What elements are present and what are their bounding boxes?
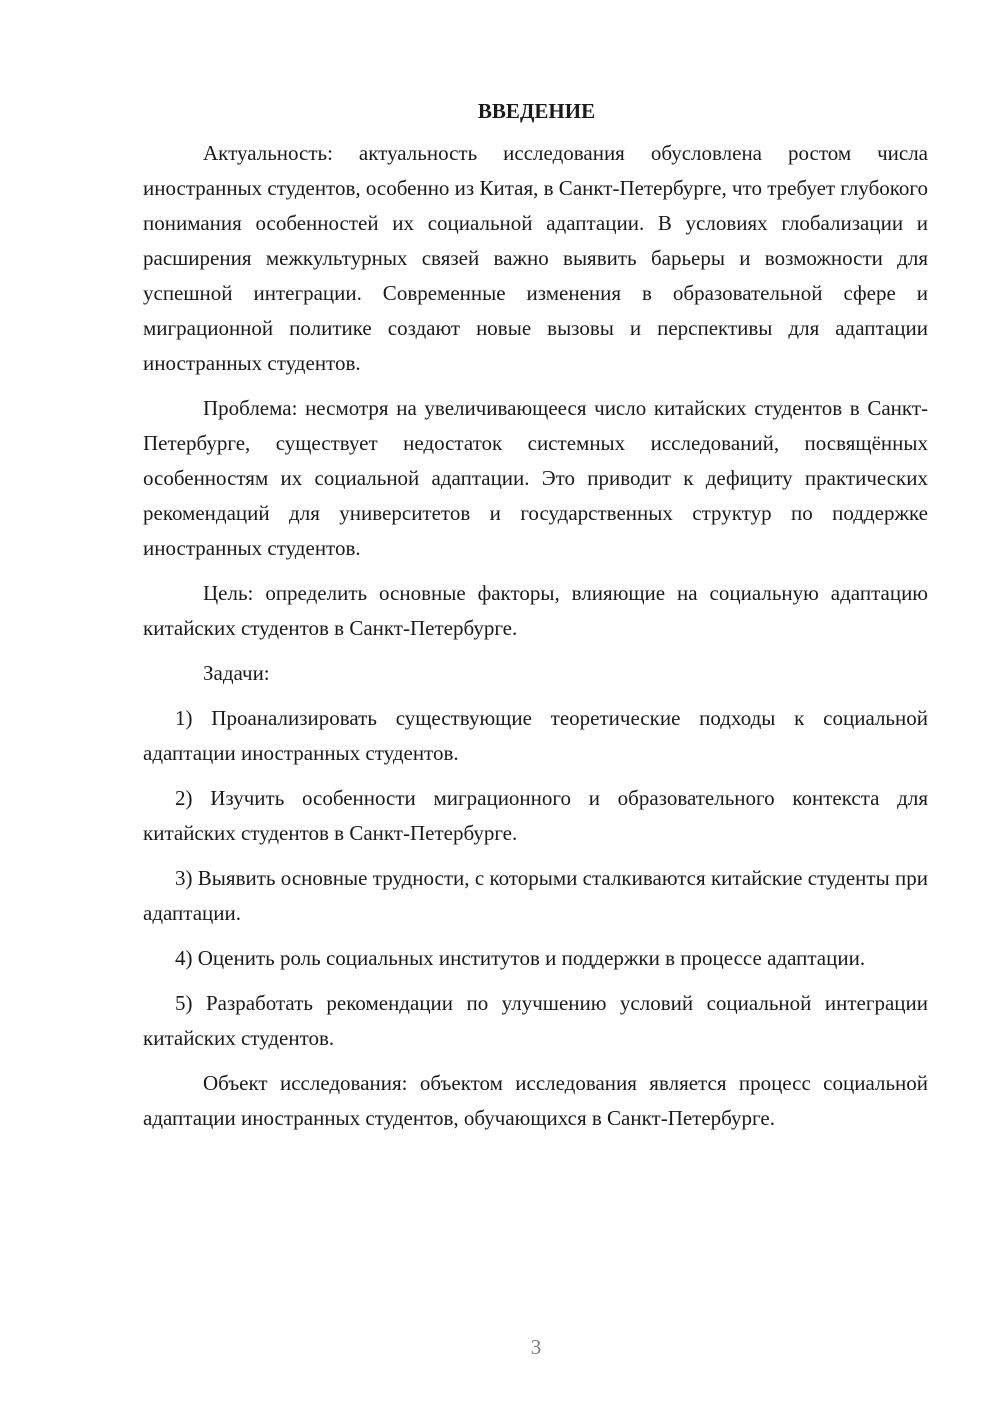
task-item-5: 5) Разработать рекомендации по улучшению условий социальной интеграции китайских студентов. — [143, 991, 928, 1050]
tasks-list — [143, 701, 928, 1056]
object-paragraph: Объект исследования: объектом исследования является процесс социальной адаптации иностранных студентов, обучающихся в Санкт-Петербурге. — [143, 1071, 928, 1130]
task-item-1: 1) Проанализировать существующие теоретические подходы к социальной адаптации иностранных студентов. — [143, 706, 928, 765]
task-item-3: 3) Выявить основные трудности, с которыми сталкиваются китайские студенты при адаптации. — [143, 866, 928, 925]
section-title: ВВЕДЕНИЕ — [477, 99, 596, 123]
relevance-paragraph: Актуальность: актуальность исследования обусловлена ростом числа иностранных студентов, особенно из Китая, в Санкт-Петербурге, что требует глубокого понимания особенностей их социальной адаптации. В условиях глобализации и расширения межкультурных связей важно выявить барьеры и возможности для успешной интеграции. Современные изменения в образовательной сфере и миграционной политике создают новые вызовы и перспективы для адаптации иностранных студентов. — [143, 141, 928, 375]
page-number: 3 — [530, 1335, 542, 1359]
goal-paragraph: Цель: определить основные факторы, влияющие на социальную адаптацию китайских студентов в Санкт-Петербурге. — [143, 581, 928, 640]
task-item-4: 4) Оценить роль социальных институтов и поддержки в процессе адаптации. — [175, 946, 866, 970]
page-content — [143, 96, 928, 1136]
tasks-heading: Задачи: — [203, 661, 270, 685]
task-item-2: 2) Изучить особенности миграционного и образовательного контекста для китайских студентов в Санкт-Петербурге. — [143, 786, 928, 845]
problem-paragraph: Проблема: несмотря на увеличивающееся число китайских студентов в Санкт-Петербурге, существует недостаток системных исследований, посвящённых особенностям их социальной адаптации. Это приводит к дефициту практических рекомендаций для университетов и государственных структур по поддержке иностранных студентов. — [143, 396, 928, 560]
